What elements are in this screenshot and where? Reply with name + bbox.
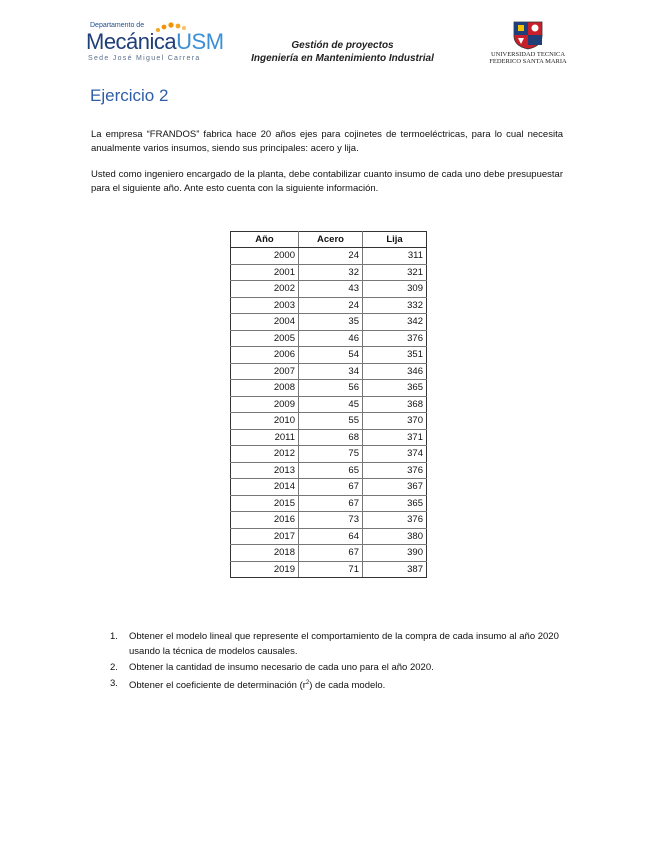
cell-sandpaper: 309 bbox=[363, 281, 427, 298]
question-item bbox=[110, 629, 568, 659]
cell-steel: 32 bbox=[299, 264, 363, 281]
cell-year: 2000 bbox=[231, 248, 299, 265]
table-header-row bbox=[231, 232, 427, 248]
cell-year: 2012 bbox=[231, 446, 299, 463]
cell-steel: 24 bbox=[299, 297, 363, 314]
cell-steel: 67 bbox=[299, 545, 363, 562]
table-row bbox=[231, 545, 427, 562]
table-row bbox=[231, 561, 427, 578]
document-header bbox=[240, 39, 445, 65]
question-text: Obtener la cantidad de insumo necesario de cada uno para el año 2020. bbox=[129, 662, 434, 673]
cell-sandpaper: 351 bbox=[363, 347, 427, 364]
logo-department-text: Departamento de bbox=[90, 22, 145, 29]
utfsm-logo bbox=[483, 20, 573, 68]
course-name: Gestión de proyectos bbox=[291, 40, 394, 51]
cell-steel: 68 bbox=[299, 429, 363, 446]
cell-steel: 73 bbox=[299, 512, 363, 529]
cell-sandpaper: 365 bbox=[363, 380, 427, 397]
cell-sandpaper: 346 bbox=[363, 363, 427, 380]
mecanica-usm-logo bbox=[86, 22, 224, 66]
cell-sandpaper: 342 bbox=[363, 314, 427, 331]
cell-steel: 35 bbox=[299, 314, 363, 331]
cell-year: 2008 bbox=[231, 380, 299, 397]
question-number: 1. bbox=[110, 631, 118, 642]
cell-year: 2018 bbox=[231, 545, 299, 562]
cell-steel: 65 bbox=[299, 462, 363, 479]
cell-sandpaper: 370 bbox=[363, 413, 427, 430]
question-number: 3. bbox=[110, 678, 118, 689]
cell-sandpaper: 371 bbox=[363, 429, 427, 446]
table-row bbox=[231, 462, 427, 479]
table-row bbox=[231, 347, 427, 364]
cell-steel: 54 bbox=[299, 347, 363, 364]
cell-sandpaper: 376 bbox=[363, 330, 427, 347]
question-item bbox=[110, 676, 568, 693]
table-row bbox=[231, 297, 427, 314]
cell-sandpaper: 387 bbox=[363, 561, 427, 578]
table-row bbox=[231, 528, 427, 545]
table-row bbox=[231, 396, 427, 413]
logo-campus-text: Sede José Miguel Carrera bbox=[88, 55, 201, 62]
cell-steel: 34 bbox=[299, 363, 363, 380]
table-row bbox=[231, 446, 427, 463]
cell-year: 2016 bbox=[231, 512, 299, 529]
cell-year: 2017 bbox=[231, 528, 299, 545]
table-row bbox=[231, 248, 427, 265]
cell-steel: 45 bbox=[299, 396, 363, 413]
column-header-steel: Acero bbox=[299, 232, 363, 248]
superscript-two: 2 bbox=[305, 680, 310, 686]
logo-brand: MecánicaUSM bbox=[86, 29, 224, 54]
cell-steel: 67 bbox=[299, 479, 363, 496]
column-header-sandpaper: Lija bbox=[363, 232, 427, 248]
cell-steel: 71 bbox=[299, 561, 363, 578]
program-name: Ingeniería en Mantenimiento Industrial bbox=[251, 53, 434, 64]
table-row bbox=[231, 380, 427, 397]
cell-steel: 24 bbox=[299, 248, 363, 265]
table-row bbox=[231, 429, 427, 446]
table-row bbox=[231, 363, 427, 380]
cell-sandpaper: 374 bbox=[363, 446, 427, 463]
cell-steel: 56 bbox=[299, 380, 363, 397]
cell-sandpaper: 311 bbox=[363, 248, 427, 265]
table-row bbox=[231, 264, 427, 281]
cell-year: 2007 bbox=[231, 363, 299, 380]
table-row bbox=[231, 330, 427, 347]
table-row bbox=[231, 413, 427, 430]
question-item bbox=[110, 660, 568, 675]
table-row bbox=[231, 479, 427, 496]
cell-sandpaper: 376 bbox=[363, 462, 427, 479]
cell-sandpaper: 321 bbox=[363, 264, 427, 281]
cell-year: 2013 bbox=[231, 462, 299, 479]
cell-steel: 55 bbox=[299, 413, 363, 430]
data-table bbox=[230, 231, 427, 578]
table-row bbox=[231, 512, 427, 529]
utfsm-crest-icon bbox=[510, 20, 546, 50]
cell-year: 2003 bbox=[231, 297, 299, 314]
cell-sandpaper: 390 bbox=[363, 545, 427, 562]
university-name-line1: UNIVERSIDAD TECNICA bbox=[490, 51, 566, 58]
cell-year: 2015 bbox=[231, 495, 299, 512]
cell-year: 2001 bbox=[231, 264, 299, 281]
questions-list bbox=[110, 629, 568, 694]
cell-sandpaper: 365 bbox=[363, 495, 427, 512]
table-row bbox=[231, 314, 427, 331]
cell-steel: 67 bbox=[299, 495, 363, 512]
cell-year: 2006 bbox=[231, 347, 299, 364]
intro-paragraph: La empresa “FRANDOS” fabrica hace 20 años ejes para cojinetes de termoeléctricas, para lo cual necesita anualmente varios insumos, siendo sus principales: acero y lija. bbox=[91, 129, 563, 154]
cell-sandpaper: 368 bbox=[363, 396, 427, 413]
cell-steel: 46 bbox=[299, 330, 363, 347]
cell-year: 2002 bbox=[231, 281, 299, 298]
cell-steel: 43 bbox=[299, 281, 363, 298]
table-row bbox=[231, 281, 427, 298]
cell-year: 2004 bbox=[231, 314, 299, 331]
cell-sandpaper: 380 bbox=[363, 528, 427, 545]
cell-year: 2014 bbox=[231, 479, 299, 496]
question-text: Obtener el coeficiente de determinación $(r^2)$ de cada modelo. bbox=[129, 680, 386, 692]
university-name-line2: FEDERICO SANTA MARIA bbox=[489, 58, 567, 65]
cell-sandpaper: 376 bbox=[363, 512, 427, 529]
cell-year: 2019 bbox=[231, 561, 299, 578]
cell-year: 2011 bbox=[231, 429, 299, 446]
cell-sandpaper: 332 bbox=[363, 297, 427, 314]
cell-sandpaper: 367 bbox=[363, 479, 427, 496]
cell-year: 2009 bbox=[231, 396, 299, 413]
question-number: 2. bbox=[110, 662, 118, 673]
table-row bbox=[231, 495, 427, 512]
question-text: Obtener el modelo lineal que represente el comportamiento de la compra de cada insumo al año 2020 usando la técnica de modelos causales. bbox=[129, 631, 559, 657]
cell-year: 2005 bbox=[231, 330, 299, 347]
column-header-year: Año bbox=[231, 232, 299, 248]
context-paragraph: Usted como ingeniero encargado de la planta, debe contabilizar cuanto insumo de cada uno debe presupuestar para el siguiente año. Ante esto cuenta con la siguiente información. bbox=[91, 169, 563, 194]
cell-steel: 75 bbox=[299, 446, 363, 463]
exercise-title: Ejercicio 2 bbox=[90, 86, 169, 105]
cell-year: 2010 bbox=[231, 413, 299, 430]
cell-steel: 64 bbox=[299, 528, 363, 545]
